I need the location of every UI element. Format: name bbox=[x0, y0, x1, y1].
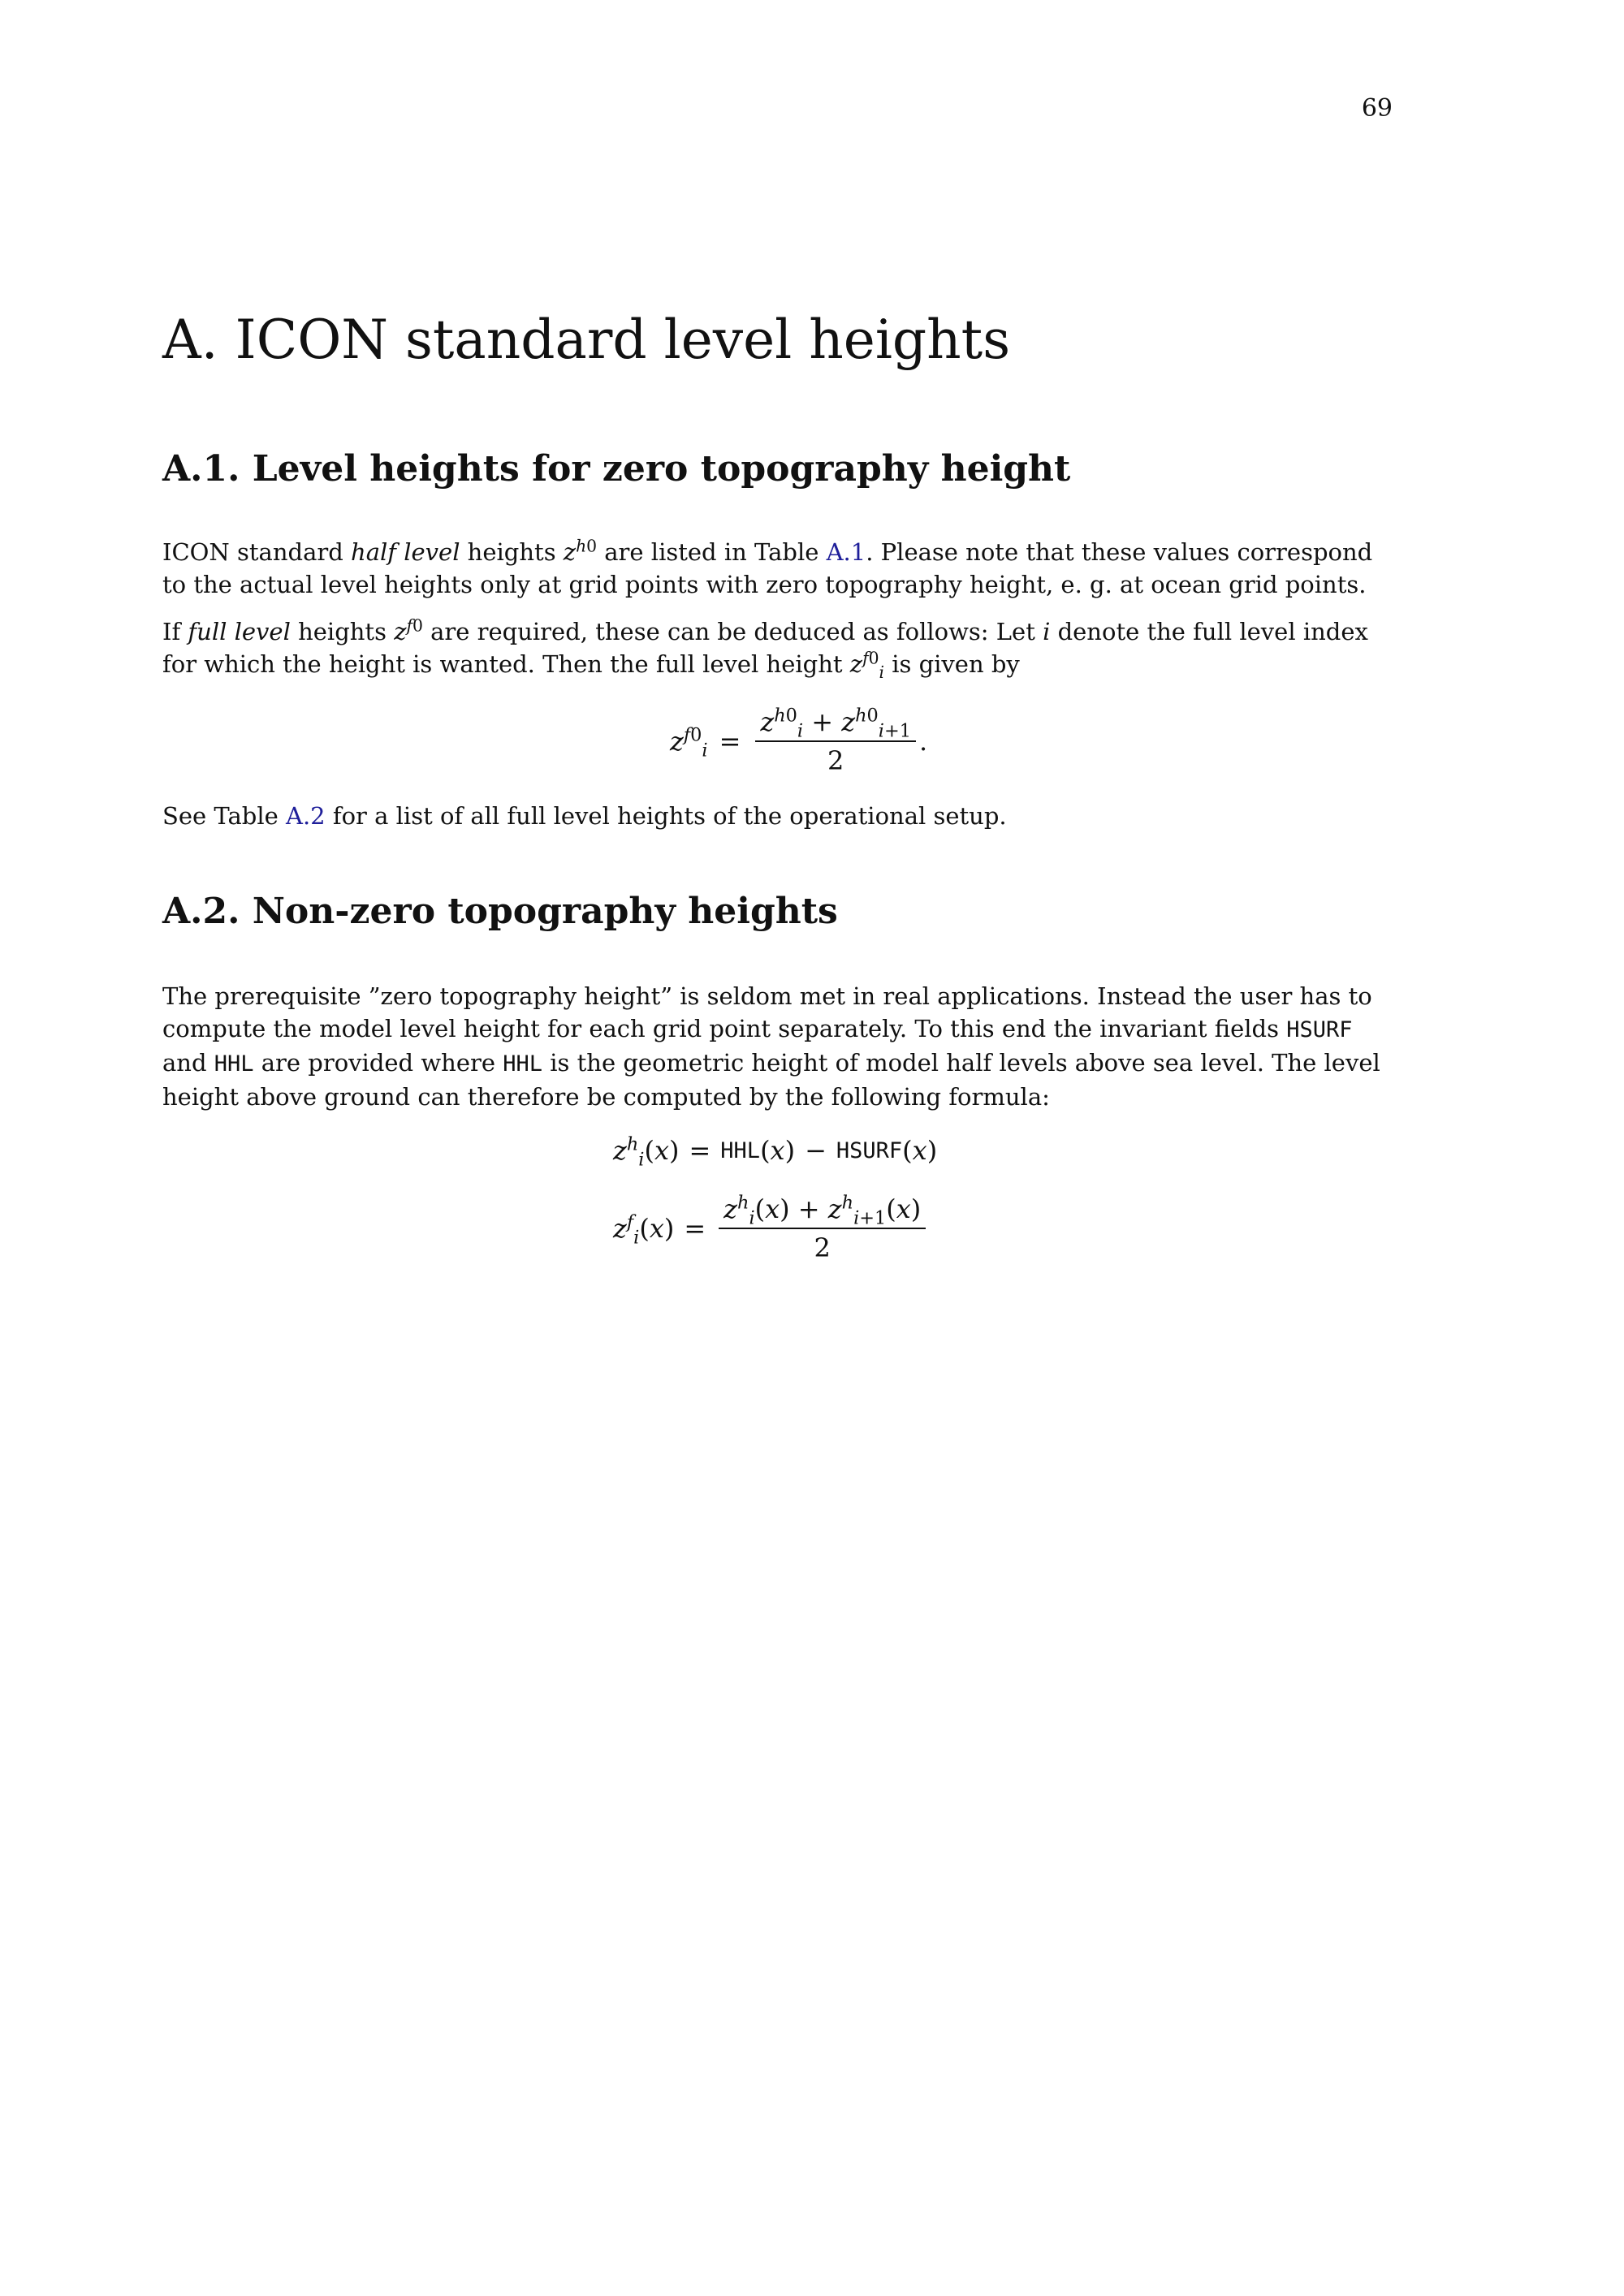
paragraph-half-level-heights bbox=[162, 536, 1393, 601]
text: See Table bbox=[162, 802, 287, 830]
text: are provided where bbox=[253, 1049, 503, 1077]
text: for a list of all full level heights of the operational setup. bbox=[325, 802, 1007, 830]
text: heights bbox=[460, 538, 564, 566]
text: heights bbox=[290, 618, 395, 645]
equation-half-level-height-above-ground: $z^h_i(x)$ = HHL (x) − HSURF (x) bbox=[613, 1133, 938, 1171]
math-z-h0: $z^{h0}$ bbox=[563, 536, 598, 566]
code-hhl: HHL bbox=[503, 1051, 543, 1077]
table-a1-link[interactable]: A.1 bbox=[826, 538, 866, 566]
section-title-level-heights-zero-topography: A.1. Level heights for zero topography height bbox=[162, 448, 1071, 490]
math-z-f0: $z^{f0}$ bbox=[394, 615, 423, 645]
chapter-title: A. ICON standard level heights bbox=[162, 309, 1011, 371]
text: is given by bbox=[883, 650, 1020, 678]
text: The prerequisite ”zero topography height” is seldom met in real applications. Instead the user has to compute the model level height for each grid point separately. To this end the invariant fields bbox=[162, 982, 1372, 1042]
text: is the geometric height of model half levels above sea level. The level height above ground can therefore be computed by the following formula: bbox=[162, 1049, 1380, 1111]
text: If bbox=[162, 618, 188, 645]
paragraph-non-zero-topography bbox=[162, 980, 1393, 1113]
text: are listed in Table bbox=[597, 538, 827, 566]
code-hsurf: HSURF bbox=[836, 1137, 903, 1163]
equation-full-level-height: $z^{f0}_i$ = $\frac{z^{h0}_i + z^{h0}_{i+1}}{2}$ . bbox=[670, 705, 928, 776]
math-zi-f0: $z^{f0}_i$ bbox=[849, 648, 884, 682]
text: denote the full level index for which the height is wanted. Then the full level height bbox=[162, 618, 1368, 678]
equation-full-level-height-above-ground: $z^f_i(x)$ = $\frac{z^h_i(x) + z^h_{i+1}(x)}{2}$ bbox=[613, 1193, 929, 1263]
emphasis-full-level: full level bbox=[188, 618, 291, 645]
text: ICON standard bbox=[162, 538, 352, 566]
emphasis-half-level: half level bbox=[351, 538, 460, 566]
code-hhl: HHL bbox=[720, 1137, 761, 1163]
code-hhl: HHL bbox=[214, 1051, 254, 1077]
code-hsurf: HSURF bbox=[1286, 1017, 1353, 1042]
section-title-non-zero-topography: A.2. Non-zero topography heights bbox=[162, 891, 838, 932]
page-number: 69 bbox=[1361, 94, 1393, 123]
paragraph-full-level-heights bbox=[162, 615, 1393, 680]
text: and bbox=[162, 1049, 214, 1077]
math-i: i bbox=[1043, 618, 1051, 645]
paragraph-see-table bbox=[162, 800, 1393, 832]
table-a2-link[interactable]: A.2 bbox=[286, 802, 326, 830]
text: are required, these can be deduced as follows: Let bbox=[422, 618, 1043, 645]
text: . Please note that these values correspond to the actual level heights only at grid points with zero topography height, e. g. at ocean grid points. bbox=[162, 538, 1373, 598]
